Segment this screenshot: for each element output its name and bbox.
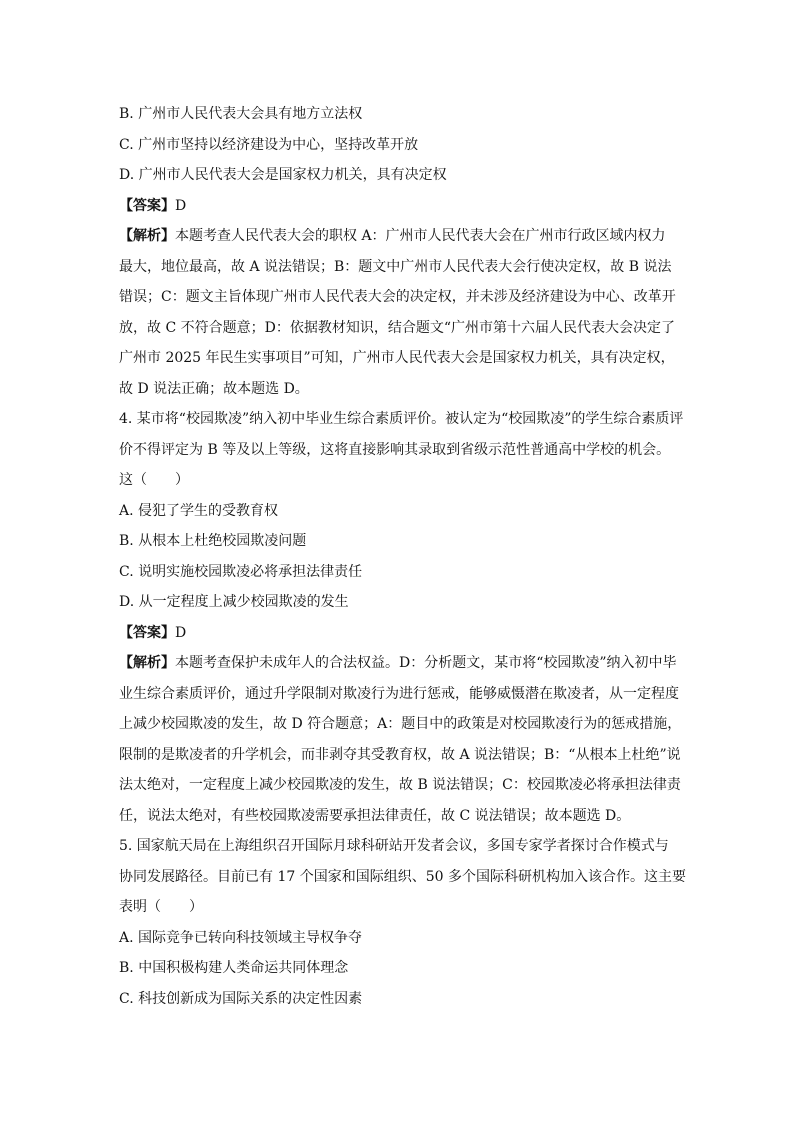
q3-analysis-line-1	[119, 221, 684, 252]
q3-option-d: D. 广州市人民代表大会是国家权力机关，具有决定权	[119, 167, 447, 183]
q4-analysis-line-5: 法太绝对，一定程度上减少校园欺凌的发生，故 B 说法错误；C：校园欺凌必将承担法律责	[119, 777, 681, 793]
answer-label: 【答案】	[119, 624, 175, 641]
q3-answer	[119, 191, 684, 222]
answer-label: 【答案】	[119, 197, 175, 214]
q4-analysis-line-1	[119, 648, 684, 679]
q4-option-d: D. 从一定程度上减少校园欺凌的发生	[119, 594, 349, 610]
answer-value: D	[175, 197, 187, 214]
q3-option-b: B. 广州市人民代表大会具有地方立法权	[119, 106, 363, 122]
q3-analysis-line-2: 最大，地位最高，故 A 说法错误；B：题文中广州市人民代表大会行使决定权，故 B 说法	[119, 258, 672, 275]
q3-analysis-line-6: 故 D 说法正确；故本题选 D。	[119, 380, 309, 397]
answer-value: D	[175, 624, 187, 641]
analysis-label: 【解析】	[119, 655, 175, 671]
q3-analysis-line-4: 放，故 C 不符合题意；D：依据教材知识，结合题文“广州市第十六届人民代表大会决定了	[119, 319, 675, 336]
q3-analysis-line-3: 错误；C：题文主旨体现广州市人民代表大会的决定权，并未涉及经济建设为中心、改革开	[119, 289, 676, 305]
q4-stem-line-2: 价不得评定为 B 等及以上等级，这将直接影响其录取到省级示范性普通高中学校的机会。	[119, 441, 671, 458]
q5-stem-line-3: 表明（ ）	[119, 899, 203, 915]
q5-option-c: C. 科技创新成为国际关系的决定性因素	[119, 990, 363, 1007]
q4-analysis-line-3: 上减少校园欺凌的发生，故 D 符合题意；A：题目中的政策是对校园欺凌行为的惩戒措施，	[119, 716, 682, 732]
q4-option-b: B. 从根本上杜绝校园欺凌问题	[119, 533, 307, 549]
q5-stem-line-2: 协同发展路径。目前已有 17 个国家和国际组织、50 多个国际科研机构加入该合作。这主要	[119, 868, 686, 885]
analysis-text: 本题考查保护未成年人的合法权益。D：分析题文，某市将“校园欺凌”纳入初中毕	[175, 655, 677, 671]
q4-analysis-line-6: 任，说法太绝对，有些校园欺凌需要承担法律责任，故 C 说法错误；故本题选 D。	[119, 807, 631, 824]
document-page	[119, 99, 684, 1014]
q3-analysis-line-5: 广州市 2025 年民生实事项目”可知，广州市人民代表大会是国家权力机关，具有决定权，	[119, 350, 675, 366]
q3-option-c: C. 广州市坚持以经济建设为中心，坚持改革开放	[119, 136, 419, 153]
q4-answer	[119, 618, 684, 649]
analysis-label: 【解析】	[119, 228, 175, 244]
q4-analysis-line-2: 业生综合素质评价，通过升学限制对欺凌行为进行惩戒，能够威慑潜在欺凌者，从一定程度	[119, 685, 679, 702]
q4-analysis-line-4: 限制的是欺凌者的升学机会，而非剥夺其受教育权，故 A 说法错误；B：“从根本上杜绝”说	[119, 746, 681, 763]
q4-stem-line-1: 4. 某市将“校园欺凌”纳入初中毕业生综合素质评价。被认定为“校园欺凌”的学生综合素质评	[119, 411, 684, 427]
q5-option-b: B. 中国积极构建人类命运共同体理念	[119, 960, 349, 976]
analysis-text: 本题考查人民代表大会的职权 A：广州市人民代表大会在广州市行政区域内权力	[175, 228, 666, 244]
q4-option-c: C. 说明实施校园欺凌必将承担法律责任	[119, 563, 363, 580]
q4-stem-line-3: 这（ ）	[119, 472, 189, 488]
q4-option-a: A. 侵犯了学生的受教育权	[119, 502, 279, 519]
q5-stem-line-1: 5. 国家航天局在上海组织召开国际月球科研站开发者会议，多国专家学者探讨合作模式与	[119, 838, 669, 854]
q5-option-a: A. 国际竞争已转向科技领域主导权争夺	[119, 929, 363, 946]
